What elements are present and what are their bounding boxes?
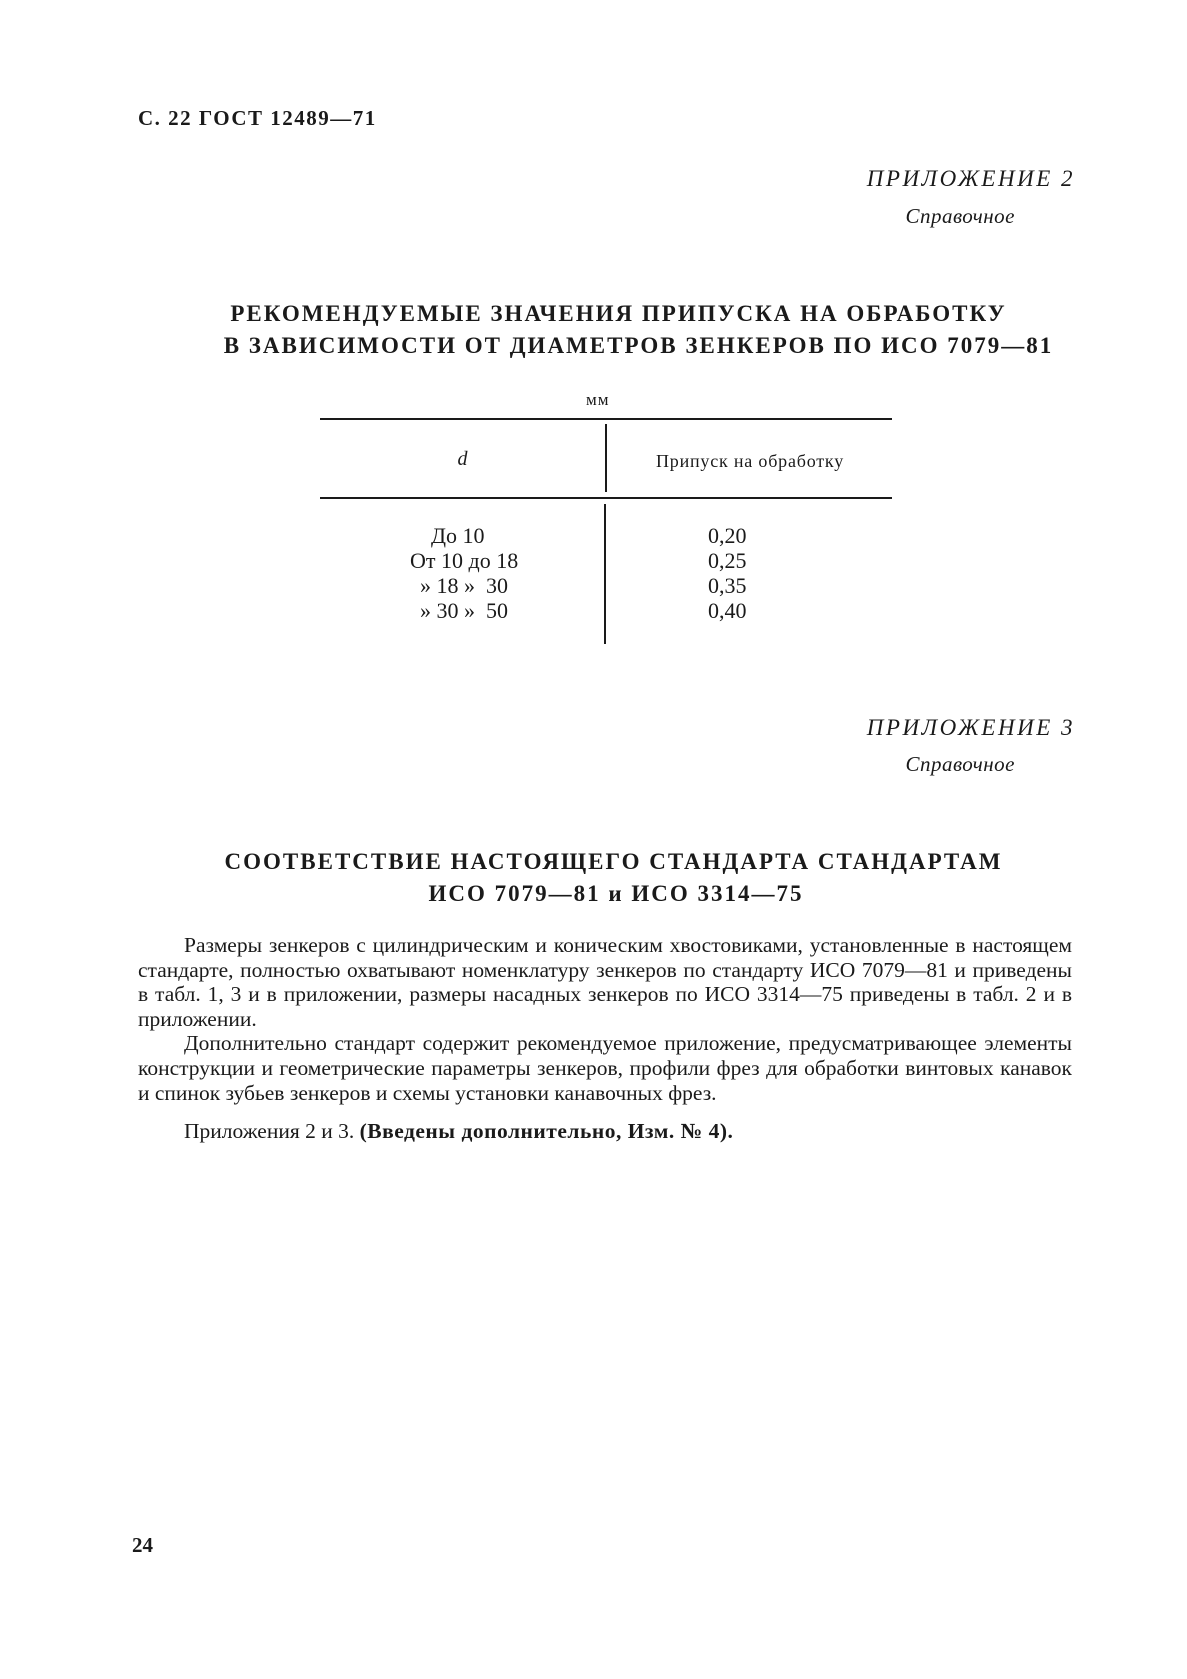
table-cell-d: До 10: [431, 523, 485, 548]
column-header-d: d: [457, 448, 468, 470]
appendix-3-type: Справочное: [905, 752, 1015, 776]
page-number: 24: [132, 1533, 153, 1557]
appendix-3-title: [0, 846, 1187, 910]
body-paragraph: Дополнительно стандарт содержит рекомендуемое приложение, предусматривающее элементы конструкции и геометрические параметры зенкеров, профили фрез для обработки винтовых канавок и спинок зубьев зенкеров и схемы установки канавочных фрез.: [138, 1031, 1072, 1105]
table-cell-allowance: 0,25: [708, 548, 747, 573]
column-header-allowance: Припуск на обработку: [655, 451, 845, 471]
amendment-note-prefix: Приложения 2 и 3.: [184, 1119, 355, 1144]
table-cell-d: » 18 » 30: [420, 573, 508, 598]
appendix-3-body: [138, 933, 1072, 1144]
appendix-3-title-line1: СООТВЕТСТВИЕ НАСТОЯЩЕГО СТАНДАРТА СТАНДАРТАМ: [224, 849, 1003, 874]
running-title: С. 22 ГОСТ 12489—71: [138, 106, 377, 130]
appendix-2-title-line1: РЕКОМЕНДУЕМЫЕ ЗНАЧЕНИЯ ПРИПУСКА НА ОБРАБОТКУ: [230, 301, 1007, 326]
appendix-2-title: [0, 298, 1187, 362]
appendix-2-label: ПРИЛОЖЕНИЕ 2: [866, 166, 1075, 191]
appendix-3-label: ПРИЛОЖЕНИЕ 3: [866, 715, 1075, 740]
appendix-2-title-line2: В ЗАВИСИМОСТИ ОТ ДИАМЕТРОВ ЗЕНКЕРОВ ПО ИСО 7079—81: [223, 333, 1054, 358]
table-cell-d: » 30 » 50: [420, 598, 508, 623]
table-cell-allowance: 0,35: [708, 573, 747, 598]
table-body-divider: [604, 504, 606, 644]
appendix-2-type: Справочное: [905, 204, 1015, 228]
amendment-note: [138, 1119, 1072, 1144]
body-paragraph: Размеры зенкеров с цилиндрическим и коническим хвостовиками, установленные в настоящем стандарте, полностью охватывают номенклатуру зенкеров по стандарту ИСО 7079—81 и приведены в табл. 1, 3 и в приложении, размеры насадных зенкеров по ИСО 3314—75 приведены в табл. 2 и в приложении.: [138, 933, 1072, 1031]
table-header-rule: [320, 497, 892, 499]
table-top-rule: [320, 418, 892, 420]
appendix-3-title-line2: ИСО 7079—81 и ИСО 3314—75: [428, 881, 804, 906]
table-header-divider: [605, 424, 607, 492]
table-cell-allowance: 0,20: [708, 523, 747, 548]
allowance-table: [320, 418, 892, 648]
amendment-note-bold: (Введены дополнительно, Изм. № 4).: [359, 1119, 734, 1144]
column-d-values: [380, 523, 580, 623]
table-cell-allowance: 0,40: [708, 598, 747, 623]
table-units: мм: [586, 390, 610, 409]
table-cell-d: От 10 до 18: [410, 548, 519, 573]
column-allowance-values: [708, 523, 808, 623]
